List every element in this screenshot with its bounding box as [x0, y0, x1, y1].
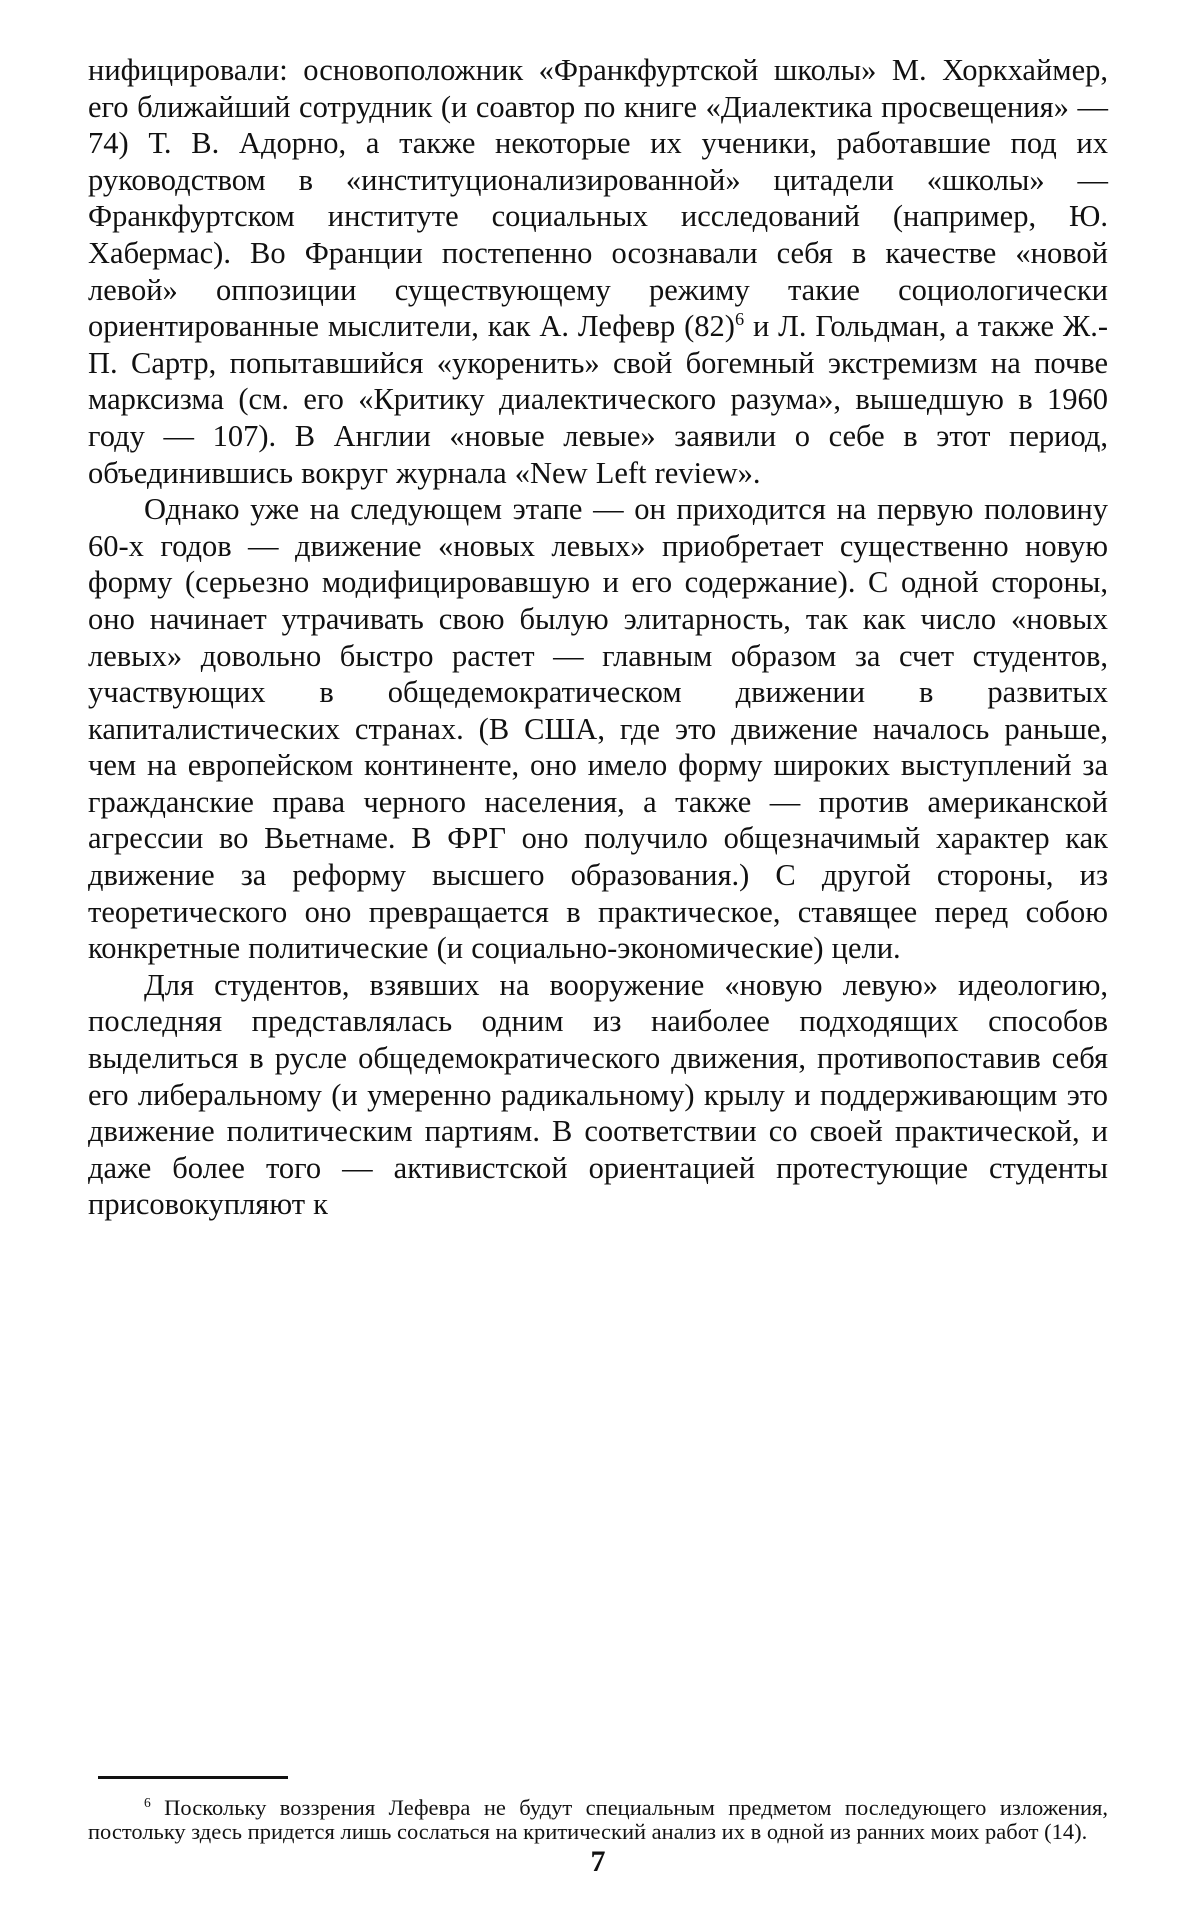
- paragraph-3: Для студентов, взявших на вооружение «новую левую» идеологию, последняя представлялась одним из наиболее подходящих способов выделиться в русле общедемократического движения, противопоставив себя его либеральному (и умеренно радикальному) крылу и поддерживающим это движение политическим партиям. В соответствии со своей практической, и даже более того — активистской ориентацией протестующие студенты присовокупляют к: [88, 967, 1108, 1222]
- main-text: [88, 52, 1108, 1223]
- paragraph-1: [88, 52, 1108, 491]
- page-number: 7: [590, 1845, 606, 1878]
- book-page: [88, 52, 1109, 1878]
- footnote: [88, 1796, 1108, 1844]
- paragraph-1-text-end: и Л. Гольдман, а также Ж.-П. Сартр, попытавшийся «укоренить» свой богемный экстремизм на почве марксизма (см. его «Критику диалектического разума», вышедшую в 1960 году — 107). В Англии «новые левые» заявили о себе в этот период, объединившись вокруг журнала «New Left review».: [88, 309, 1109, 490]
- paragraph-2: Однако уже на следующем этапе — он приходится на первую половину 60-х годов — движение «новых левых» приобретает существенно новую форму (серьезно модифицировавшую и его содержание). С одной стороны, оно начинает утрачивать свою былую элитарность, так как число «новых левых» довольно быстро растет — главным образом за счет студентов, участвующих в общедемократическом движении в развитых капиталистических странах. (В США, где это движение началось раньше, чем на европейском континенте, оно имело форму широких выступлений за гражданские права черного населения, а также — против американской агрессии во Вьетнаме. В ФРГ оно получило общезначимый характер как движение за реформу высшего образования.) С другой стороны, из теоретического оно превращается в практическое, ставящее перед собою конкретные политические (и социально-экономические) цели.: [88, 492, 1108, 966]
- footnote-reference: 6: [734, 309, 745, 330]
- paragraph-1-text-start: нифицировали: основоположник «Франкфуртской школы» М. Хоркхаймер, его ближайший сотрудник (и соавтор по книге «Диалектика просвещения» — 74) Т. В. Адорно, а также некоторые их ученики, работавшие под их руководством в «институционализированной» цитадели «школы» — Франкфуртском институте социальных исследований (например, Ю. Хабермас). Во Франции постепенно осознавали себя в качестве «новой левой» оппозиции существующему режиму такие социологически ориентированные мыслители, как А. Лефевр (82): [88, 53, 1108, 344]
- footnote-text: Поскольку воззрения Лефевра не будут специальным предметом последующего изложения, постольку здесь придется лишь сослаться на критический анализ их в одной из ранних моих работ (14).: [88, 1795, 1108, 1844]
- footnote-divider: [98, 1776, 288, 1779]
- footnote-marker: 6: [144, 1794, 151, 1810]
